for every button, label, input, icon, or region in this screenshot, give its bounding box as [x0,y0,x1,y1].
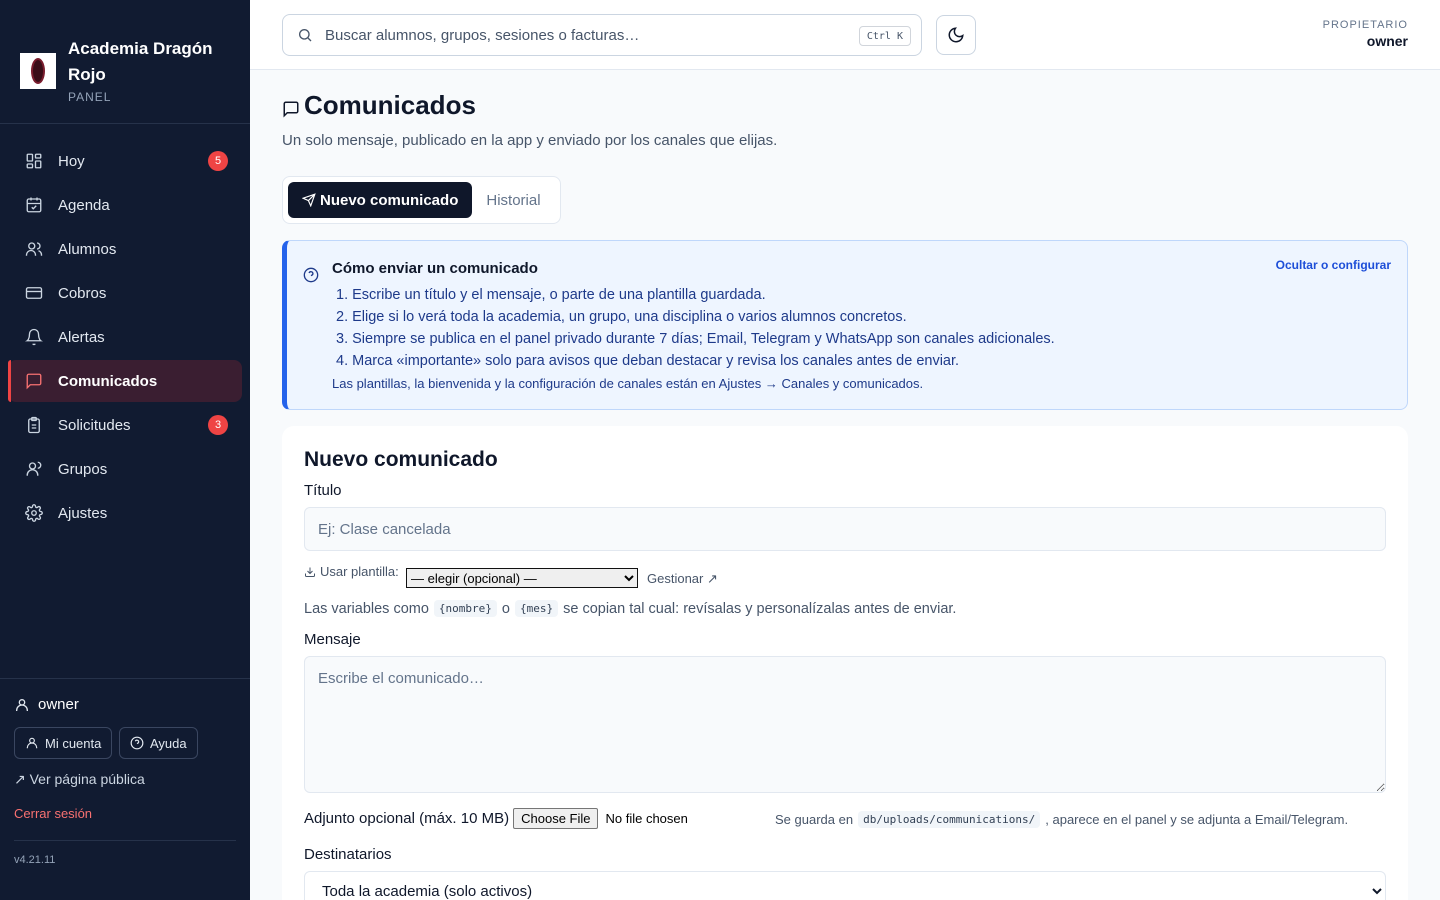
gear-icon [24,503,44,523]
note-text: Se guarda en [775,812,854,827]
search-shortcut: Ctrl K [859,26,911,46]
callout-footer: Las plantillas, la bienvenida y la configuración de canales están en Ajustes → Canales y comunicados. [332,376,924,391]
sidebar-item-alumnos[interactable] [8,228,242,270]
title-label: Título [304,482,342,499]
new-communication-form [282,426,1408,900]
message-square-icon [282,100,300,118]
help-label: Ayuda [150,735,187,751]
tab-history[interactable] [472,182,554,218]
current-user-name: owner [38,696,79,713]
message-label: Mensaje [304,631,361,648]
hint-text: Las variables como [304,600,429,617]
sidebar [0,0,250,900]
global-search [282,14,922,56]
sidebar-item-grupos[interactable] [8,448,242,490]
upload-path: db/uploads/communications/ [858,811,1040,828]
choose-file-button[interactable]: Choose File [513,808,598,829]
app-version: v4.21.11 [14,854,56,866]
moon-icon [947,26,965,44]
recipients-select[interactable] [304,871,1386,900]
attachment-note [775,811,1348,828]
sidebar-item-ajustes[interactable] [8,492,242,534]
sidebar-item-agenda[interactable] [8,184,242,226]
dashboard-icon [24,151,44,171]
user-role [1323,19,1408,49]
sidebar-item-solicitudes[interactable] [8,404,242,446]
attachment-row [304,808,688,829]
hint-text: se copian tal cual: revísalas y personalízalas antes de enviar. [563,600,957,617]
bell-icon [24,327,44,347]
sidebar-item-label: Alumnos [58,240,117,258]
brand-subtitle: PANEL [68,90,112,104]
message-textarea[interactable] [304,656,1386,793]
tab-label: Nuevo comunicado [320,191,459,209]
current-user [14,696,79,713]
academy-logo [20,53,56,89]
title-input[interactable] [304,507,1386,551]
brand [0,0,250,124]
attachment-label: Adjunto opcional (máx. 10 MB) [304,810,510,827]
sidebar-item-label: Grupos [58,460,108,478]
download-icon [304,566,316,578]
users-icon [24,239,44,259]
sidebar-item-label: Comunicados [58,372,158,390]
sidebar-item-comunicados[interactable] [8,360,242,402]
credit-card-icon [24,283,44,303]
logout-link[interactable]: Cerrar sesión [14,806,93,821]
sidebar-item-alertas[interactable] [8,316,242,358]
form-heading: Nuevo comunicado [304,448,498,471]
tab-new-communication[interactable] [288,182,472,218]
sidebar-item-label: Cobros [58,284,107,302]
file-status: No file chosen [605,811,688,826]
template-label-text: Usar plantilla: [320,564,399,579]
help-button[interactable] [119,727,198,759]
callout-step: 4. Marca «importante» solo para avisos que deban destacar y revisa los canales antes de enviar. [336,353,960,369]
my-account-label: Mi cuenta [45,735,102,751]
template-select[interactable] [406,568,638,588]
help-callout [282,240,1408,410]
tab-bar [282,176,561,224]
page-title [282,90,476,121]
topbar [250,0,1440,70]
help-circle-icon [130,736,144,750]
sidebar-item-label: Agenda [58,196,110,214]
page-title-text: Comunicados [304,90,476,120]
variables-hint [304,600,956,617]
my-account-button[interactable] [14,727,112,759]
user-icon [14,697,30,713]
sidebar-item-label: Alertas [58,328,105,346]
callout-step: 3. Siempre se publica en el panel privado durante 7 días; Email, Telegram y WhatsApp son canales adicionales. [336,331,1055,347]
sidebar-item-label: Hoy [58,152,85,170]
callout-step: 2. Elige si lo verá toda la academia, un grupo, una disciplina o varios alumnos concretos. [336,309,907,325]
manage-templates-link[interactable]: Gestionar ↗ [647,571,718,586]
sidebar-item-label: Solicitudes [58,416,131,434]
role-user: owner [1366,33,1408,49]
variable-code: {mes} [515,600,558,617]
calendar-check-icon [24,195,44,215]
sidebar-item-hoy[interactable] [8,140,242,182]
send-icon [302,193,316,207]
sidebar-footer [0,678,250,866]
public-page-link[interactable]: ↗ Ver página pública [14,771,145,787]
sidebar-item-label: Ajustes [58,504,108,522]
hide-configure-link[interactable]: Ocultar o configurar [1275,258,1391,272]
role-label: PROPIETARIO [1322,19,1408,31]
notification-badge: 5 [208,151,228,171]
callout-steps [336,284,1055,372]
note-text: , aparece en el panel y se adjunta a Email/Telegram. [1045,812,1349,827]
clipboard-icon [24,415,44,435]
notification-badge: 3 [208,415,228,435]
search-input[interactable] [325,27,825,44]
callout-title: Cómo enviar un comunicado [332,260,538,277]
brand-name: Academia Dragón Rojo [68,39,213,84]
group-icon [24,459,44,479]
sidebar-nav [8,140,242,536]
page-subtitle: Un solo mensaje, publicado en la app y enviado por los canales que elijas. [282,132,778,149]
recipients-label: Destinatarios [304,846,392,863]
callout-step: 1. Escribe un título y el mensaje, o parte de una plantilla guardada. [336,287,766,303]
theme-toggle-button[interactable] [936,15,976,55]
sidebar-item-cobros[interactable] [8,272,242,314]
divider [14,840,236,841]
user-icon [25,736,39,750]
message-square-icon [24,371,44,391]
variable-code: {nombre} [434,600,497,617]
help-circle-icon [303,267,319,283]
search-icon [297,27,313,43]
main-content [250,70,1440,900]
template-label [304,564,399,579]
tab-label: Historial [486,191,541,209]
hint-text: o [501,600,510,617]
